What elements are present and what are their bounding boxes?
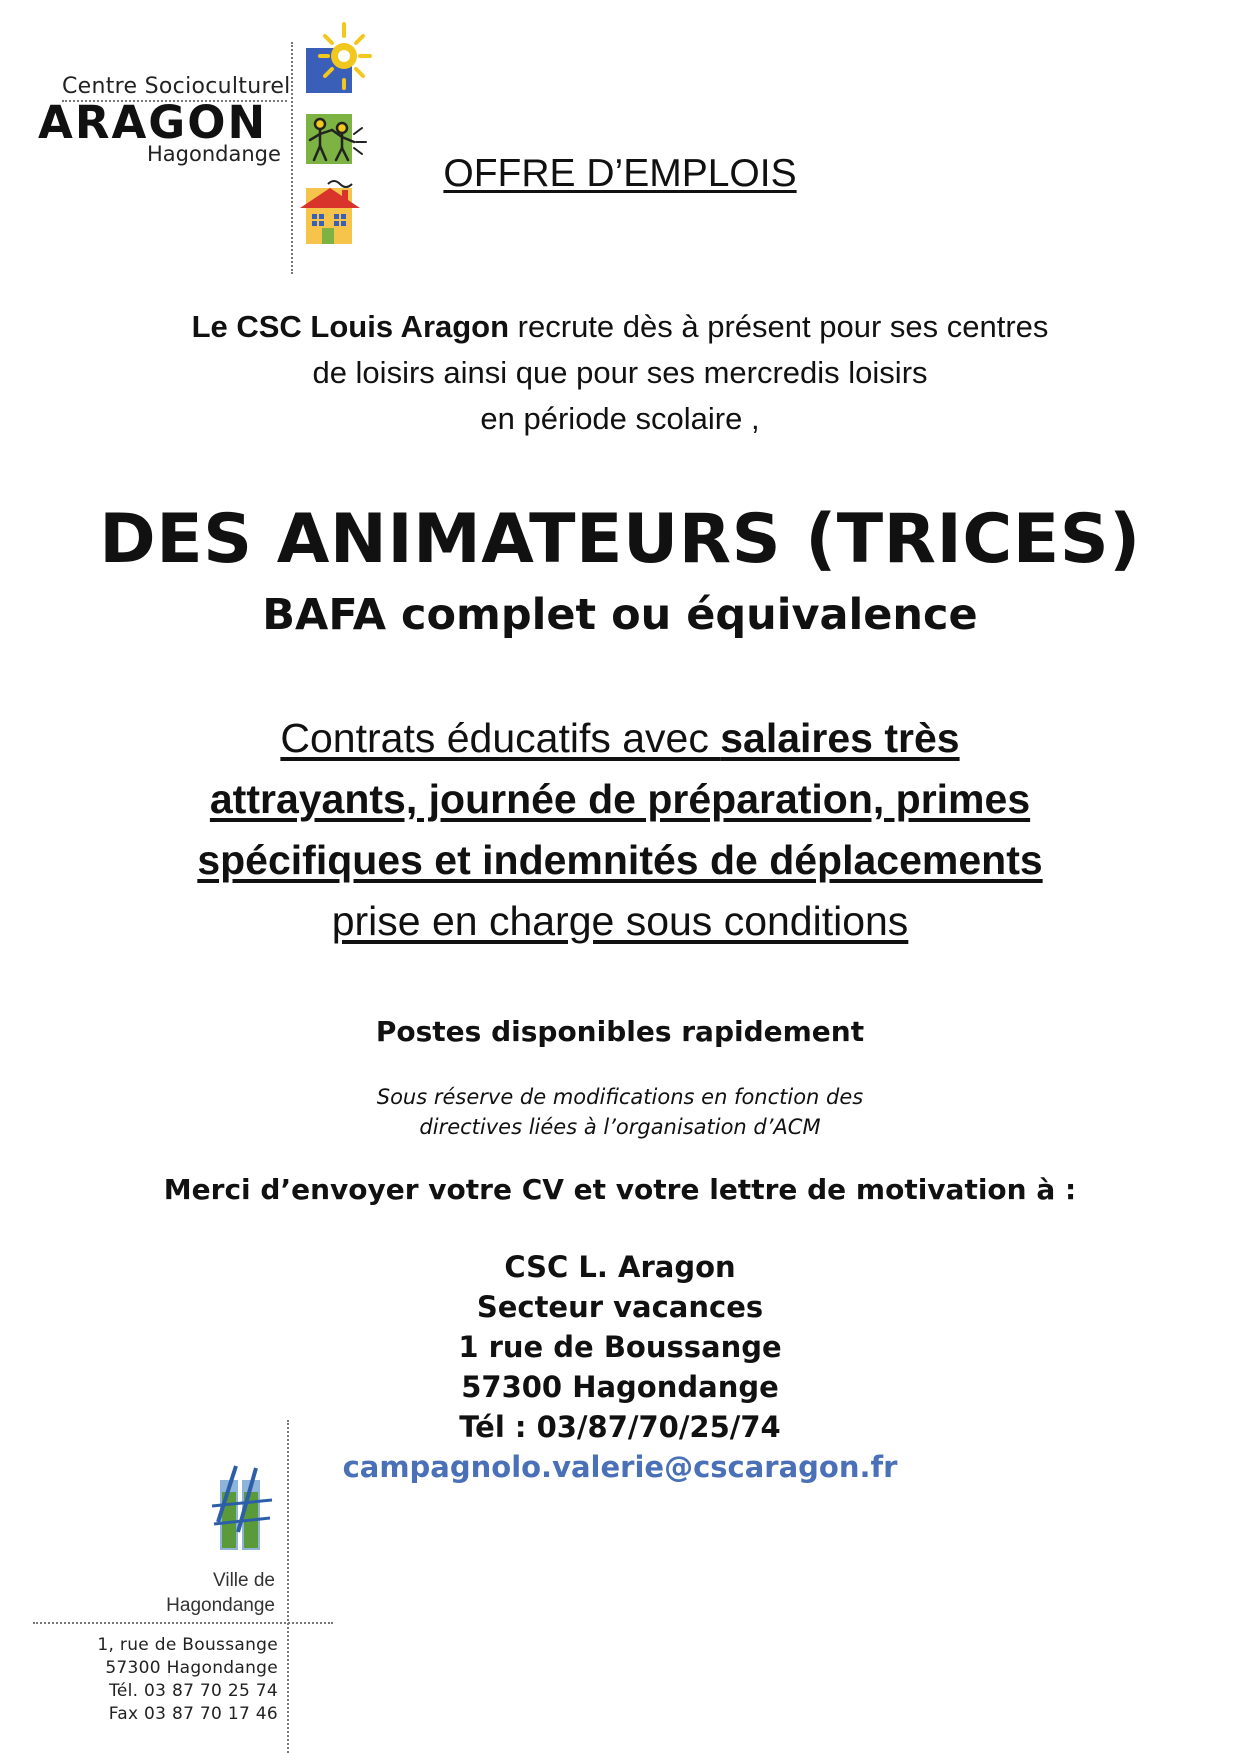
logo-city: Hagondange [147, 142, 281, 166]
contracts-line-4-text: prise en charge sous conditions [331, 898, 909, 944]
intro-paragraph [0, 304, 1240, 442]
address-line-1: CSC L. Aragon [504, 1250, 736, 1284]
contact-address [0, 1247, 1240, 1487]
page-title-text: OFFRE D’EMPLOIS [443, 152, 797, 195]
availability-note: Postes disponibles rapidement [375, 1015, 865, 1048]
contracts-line-1 [0, 708, 1240, 769]
footer-fax: Fax 03 87 70 17 46 [108, 1704, 278, 1724]
footer-street: 1, rue de Boussange [97, 1635, 278, 1655]
contracts-line-2 [0, 769, 1240, 830]
contracts-line-1-normal: Contrats éducatifs avec [280, 715, 721, 761]
intro-line-1 [0, 304, 1240, 350]
ville-line-2: Hagondange [166, 1595, 275, 1616]
disclaimer [0, 1082, 1240, 1142]
contracts-line-2-text: attrayants, journée de préparation, primes [209, 776, 1031, 822]
disclaimer-line-1: Sous réserve de modifications en fonction des [376, 1085, 864, 1109]
footer-phone: Tél. 03 87 70 25 74 [109, 1681, 278, 1701]
intro-line-2: de loisirs ainsi que pour ses mercredis loisirs [312, 355, 928, 390]
headline: DES ANIMATEURS (TRICES) [99, 500, 1141, 579]
address-line-4: 57300 Hagondange [461, 1370, 779, 1404]
ville-line-1: Ville de [213, 1570, 275, 1591]
city-emblem-icon [212, 1466, 272, 1550]
footer-city: 57300 Hagondange [105, 1658, 278, 1678]
logo-pictograms [300, 18, 380, 248]
contracts-line-3 [0, 830, 1240, 891]
logo-title: ARAGON [38, 96, 268, 149]
ville-hagondange-logo [210, 1462, 280, 1562]
contact-email-link[interactable]: campagnolo.valerie@cscaragon.fr [342, 1450, 898, 1484]
contracts-paragraph [0, 708, 1240, 952]
subheadline: BAFA complet ou équivalence [262, 590, 978, 640]
intro-organization: Le CSC Louis Aragon [191, 309, 510, 344]
application-instruction: Merci d’envoyer votre CV et votre lettre de motivation à : [163, 1173, 1077, 1206]
address-line-3: 1 rue de Boussange [458, 1330, 782, 1364]
footer-horizontal-divider [33, 1622, 333, 1624]
footer-vertical-divider [287, 1420, 289, 1753]
ville-label [100, 1568, 275, 1618]
footer-address [40, 1634, 278, 1726]
disclaimer-line-2: directives liées à l’organisation d’ACM [419, 1115, 821, 1139]
intro-line-1-rest: recrute dès à présent pour ses centres [509, 309, 1049, 344]
contracts-line-4 [0, 891, 1240, 952]
page-title [0, 152, 1240, 196]
contracts-line-1-bold: salaires très [720, 715, 960, 761]
address-line-2: Secteur vacances [476, 1290, 764, 1324]
contracts-line-3-text: spécifiques et indemnités de déplacements [197, 837, 1043, 883]
address-phone: Tél : 03/87/70/25/74 [459, 1410, 781, 1444]
intro-line-3: en période scolaire , [480, 401, 760, 436]
logo-subtitle: Centre Socioculturel [62, 74, 291, 99]
sun-icon [306, 24, 370, 93]
